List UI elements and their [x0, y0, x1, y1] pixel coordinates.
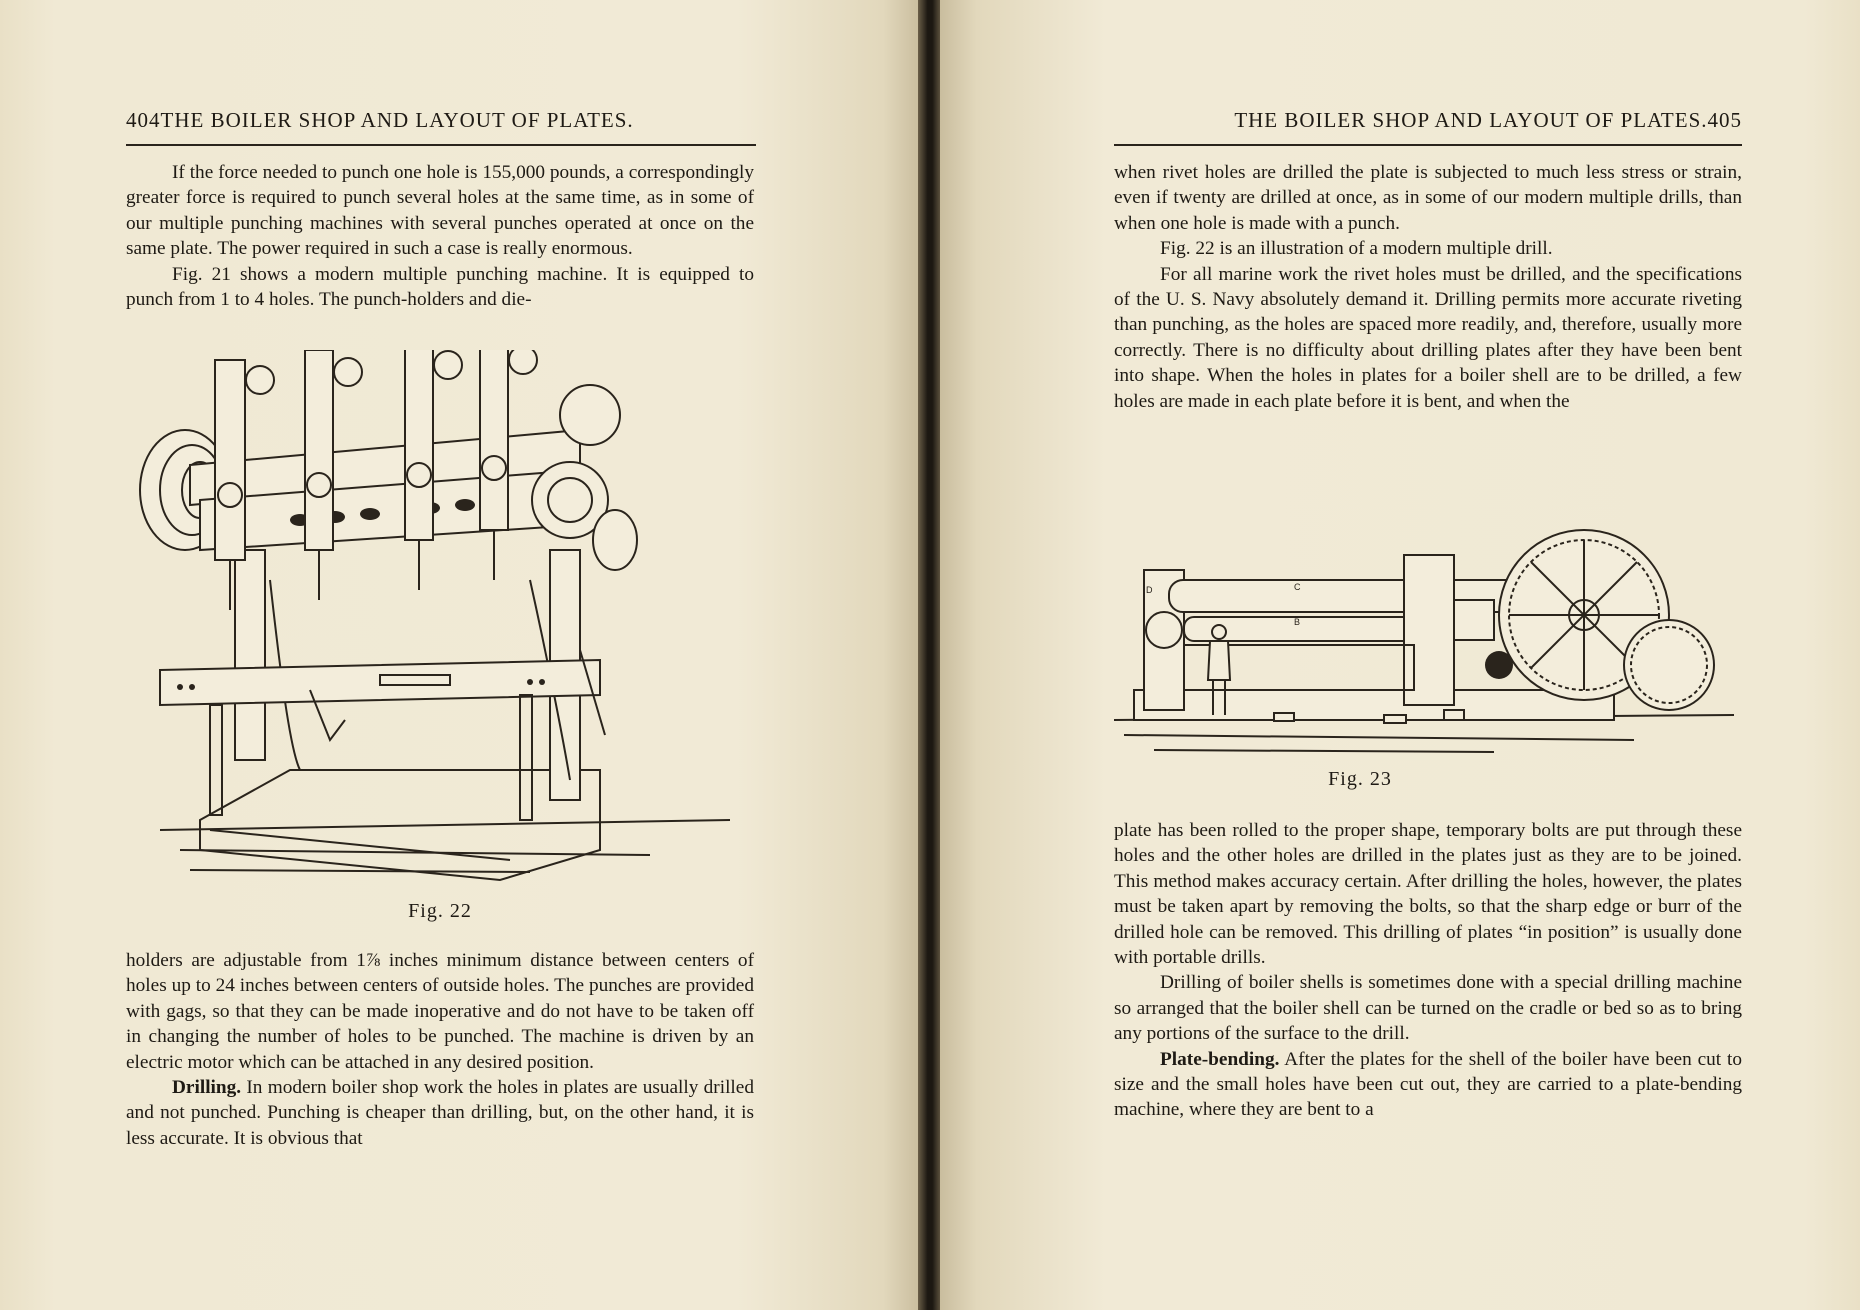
paragraph: Drilling of boiler shells is sometimes done with a special drilling machine so arranged that the boiler shell can be turned on the cradle or bed so as to bring any portions of the surface to the drill.	[1114, 972, 1742, 1045]
fig-label-c: C	[1294, 582, 1301, 592]
paragraph	[1114, 1047, 1742, 1123]
left-text-bottom	[126, 948, 754, 1151]
paragraph: when rivet holes are drilled the plate is subjected to much less stress or strain, even if twenty are drilled at once, as in some of our modern multiple drills, than when one hole is made with a punch.	[1114, 162, 1742, 234]
fig-label-d: D	[1146, 585, 1153, 595]
figure-22-caption: Fig. 22	[408, 900, 472, 922]
right-page-header	[1114, 108, 1742, 146]
paragraph: For all marine work the rivet holes must be drilled, and the specifications of the U. S. Navy absolutely demand it. Drilling permits more accurate riveting than punching, as the holes are spaced more readily, and, therefore, usually more correctly. There is no difficulty about drilling plates after they have been bent into shape. When the holes in plates for a boiler shell are to be drilled, a few holes are made in each plate before it is bent, and when the	[1114, 263, 1742, 412]
plate-rolls-drawing	[1114, 505, 1742, 765]
left-page	[0, 0, 920, 1310]
left-page-header	[126, 108, 756, 146]
left-running-title: THE BOILER SHOP AND LAYOUT OF PLATES.	[160, 108, 634, 132]
paragraph: Fig. 21 shows a modern multiple punching machine. It is equipped to punch from 1 to 4 holes. The punch-holders and die-	[126, 263, 754, 311]
figure-23-caption: Fig. 23	[1328, 768, 1392, 790]
plate-bending-heading: Plate-bending.	[1160, 1048, 1280, 1070]
right-running-title: THE BOILER SHOP AND LAYOUT OF PLATES.	[1234, 108, 1708, 132]
paragraph: holders are adjustable from 1⅞ inches minimum distance between centers of holes up to 24 inches between centers of outside holes. The punches are provided with gags, so that they can be made inoperative and do not have to be taken off in changing the number of holes to be punched. The machine is driven by an electric motor which can be attached in any desired position.	[126, 950, 754, 1073]
drilling-heading: Drilling.	[172, 1077, 242, 1099]
plate-rolls-illustration	[1114, 505, 1742, 765]
fig-label-b: B	[1294, 617, 1301, 627]
paragraph	[126, 1075, 754, 1151]
paragraph: If the force needed to punch one hole is 155,000 pounds, a correspondingly greater force is required to punch several holes at the same time, as in some of our multiple punching machines with several punches operated at once on the same plate. The power required in such a case is really enormous.	[126, 162, 754, 260]
paragraph: Fig. 22 is an illustration of a modern multiple drill.	[1160, 238, 1553, 260]
right-text-bottom	[1114, 818, 1742, 1123]
drilling-text: In modern boiler shop work the holes in plates are usually drilled and not punched. Punching is cheaper than drilling, but, on the other hand, it is less accurate. It is obvious that	[126, 1077, 754, 1149]
left-text-top	[126, 160, 754, 312]
multiple-drill-illustration	[130, 350, 750, 890]
right-page-number: 405	[1707, 108, 1742, 132]
right-text-top	[1114, 160, 1742, 414]
multiple-drill-drawing	[130, 350, 750, 890]
paragraph: plate has been rolled to the proper shape, temporary bolts are put through these holes and the other holes are drilled in the plates just as they are to be joined. This method makes accuracy certain. After drilling the holes, however, the plates must be taken apart by removing the bolts, so that the sharp edge or burr of the drilled hole can be removed. This drilling of plates “in position” is usually done with portable drills.	[1114, 820, 1742, 969]
book-gutter	[918, 0, 942, 1310]
left-page-number: 404	[126, 108, 161, 132]
plate-bending-text: After the plates for the shell of the boiler have been cut to size and the small holes have been cut out, they are carried to a plate-bending machine, where they are bent to a	[1114, 1048, 1742, 1121]
right-page	[940, 0, 1860, 1310]
